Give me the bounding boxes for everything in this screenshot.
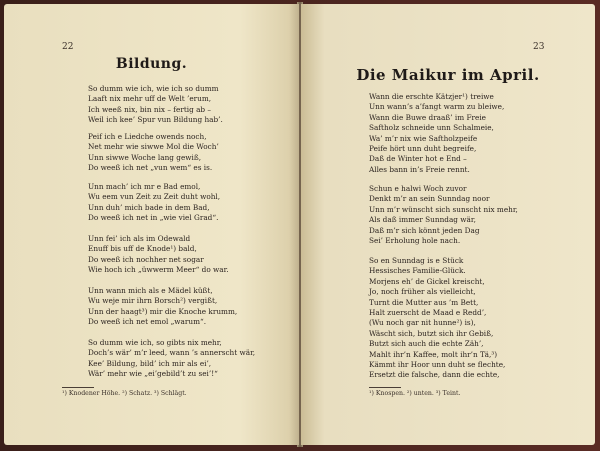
verse-line: Saftholz schneide unn Schalmeie, (369, 123, 494, 133)
verse-line: Wann die erschte Kätzjer¹) treiwe (369, 92, 494, 101)
footnotes: ¹) Knospen. ²) unten. ³) Teint. (369, 390, 461, 397)
page-number: 22 (62, 42, 74, 52)
right-page (301, 4, 595, 445)
verse-line: Unn duh’ mich bade in dem Bad, (88, 202, 210, 212)
left-page (4, 4, 299, 445)
verse-line: Unn mach’ ich mr e Bad emol, (88, 182, 201, 191)
verse-line: Wie hoch ich „üwwerm Meer“ do war. (88, 265, 229, 275)
poem-title: Die Maikur im April. (356, 66, 540, 84)
verse-line: Hessisches Familie-Glück. (369, 266, 466, 276)
footnotes: ¹) Knodener Höhe. ²) Schatz. ³) Schlägt. (62, 390, 187, 397)
verse-line: Peife hört unn duht begreife, (369, 144, 477, 154)
footnote-rule (62, 387, 94, 388)
verse-line: Alles bann in’s Freie rennt. (369, 164, 470, 174)
verse-line: Wu eem vun Zeit zu Zeit duht wohl, (88, 192, 221, 202)
verse-line: Denkt m’r an sein Sunndag noor (369, 194, 490, 204)
verse-line: (Wu noch gar nit hunne²) is), (369, 318, 476, 328)
verse-line: Unn wann mich als e Mädel küßt, (88, 286, 213, 295)
stanza (369, 256, 505, 381)
verse-line: Daß de Winter hot e End – (369, 154, 467, 164)
stanza (369, 92, 504, 175)
verse-line: Enuff bis uff de Knode¹) bald, (88, 244, 197, 254)
stanza (88, 234, 229, 276)
verse-line: Doch’s wär’ m’r leed, wann ’s annerscht wär, (88, 348, 256, 358)
verse-line: Halt zuerscht de Maad e Redd’, (369, 308, 487, 318)
verse-line: Unn siwwe Woche lang gewiß, (88, 152, 202, 162)
verse-line: Wäscht sich, butzt sich ihr Gebiß, (369, 328, 494, 338)
verse-line: Do weeß ich net „vun wem“ es is. (88, 163, 213, 173)
stanza (88, 84, 223, 126)
verse-line: Jo, noch früher als vielleicht, (369, 287, 476, 297)
verse-line: Turnt die Mutter aus ’m Bett, (369, 297, 479, 307)
stanza (88, 338, 255, 380)
verse-line: Butzt sich auch die echte Zäh’, (369, 339, 484, 349)
verse-line: Wär’ mehr wie „ei’gebild’t zu sei’!“ (88, 369, 218, 379)
verse-line: Wa’ m’r nix wie Saftholzpeife (369, 133, 478, 143)
verse-line: Ich weeß nix, bin nix – fertig ab – (88, 104, 212, 114)
verse-line: Sei’ Erholung hole nach. (369, 236, 461, 246)
verse-line: Unn m’r wünscht sich sunscht nix mehr, (369, 204, 518, 214)
verse-line: Do weeß ich net in „wie viel Grad“. (88, 213, 219, 223)
stanza (88, 132, 219, 174)
verse-line: Do weeß ich net emol „warum“. (88, 317, 207, 327)
verse-line: Wann die Buwe draaß’ im Freie (369, 112, 486, 122)
poem-title: Bildung. (115, 56, 188, 72)
verse-line: Do weeß ich nochher net sogar (88, 254, 204, 264)
verse-line: Als daß immer Sunndag wär, (369, 215, 476, 225)
verse-line: Weil ich kee’ Spur vun Bildung hab’. (88, 115, 223, 125)
verse-line: Mahlt ihr’n Kaffee, molt ihr’n Tä,³) (369, 349, 498, 359)
verse-line: Ersetzt die falsche, dann die echte, (369, 370, 500, 380)
verse-line: Schun e halwi Woch zuvor (369, 184, 467, 193)
verse-line: Laaft nix mehr uff de Welt ’erum, (88, 94, 212, 104)
verse-line: Peif ich e Liedche owends noch, (88, 132, 207, 141)
verse-line: Daß m’r sich könnt jeden Dag (369, 225, 480, 235)
verse-line: Unn fei’ ich als im Odewald (88, 234, 191, 243)
verse-line: Unn der haagt³) mir die Knoche krumm, (88, 306, 238, 316)
stanza (88, 286, 237, 328)
verse-line: Kee’ Bildung, bild’ ich mir als ei’, (88, 358, 212, 368)
verse-line: Morjens eh’ de Gickel kreischt, (369, 276, 485, 286)
verse-line: Wu weje mir ihrn Borsch²) vergißt, (88, 296, 218, 306)
verse-line: Net mehr wie siwwe Mol die Woch’ (88, 142, 219, 152)
verse-line: Unn wann’s a’fangt warm zu bleiwe, (369, 102, 505, 112)
verse-line: So en Sunndag is e Stück (369, 256, 464, 265)
verse-line: Kämmt ihr Hoor unn duht se flechte, (369, 360, 506, 370)
page-number: 23 (533, 42, 545, 52)
stanza (369, 184, 518, 246)
stanza (88, 182, 220, 224)
verse-line: So dumm wie ich, wie ich so dumm (88, 84, 219, 93)
footnote-rule (369, 387, 401, 388)
verse-line: So dumm wie ich, so gibts nix mehr, (88, 338, 222, 347)
